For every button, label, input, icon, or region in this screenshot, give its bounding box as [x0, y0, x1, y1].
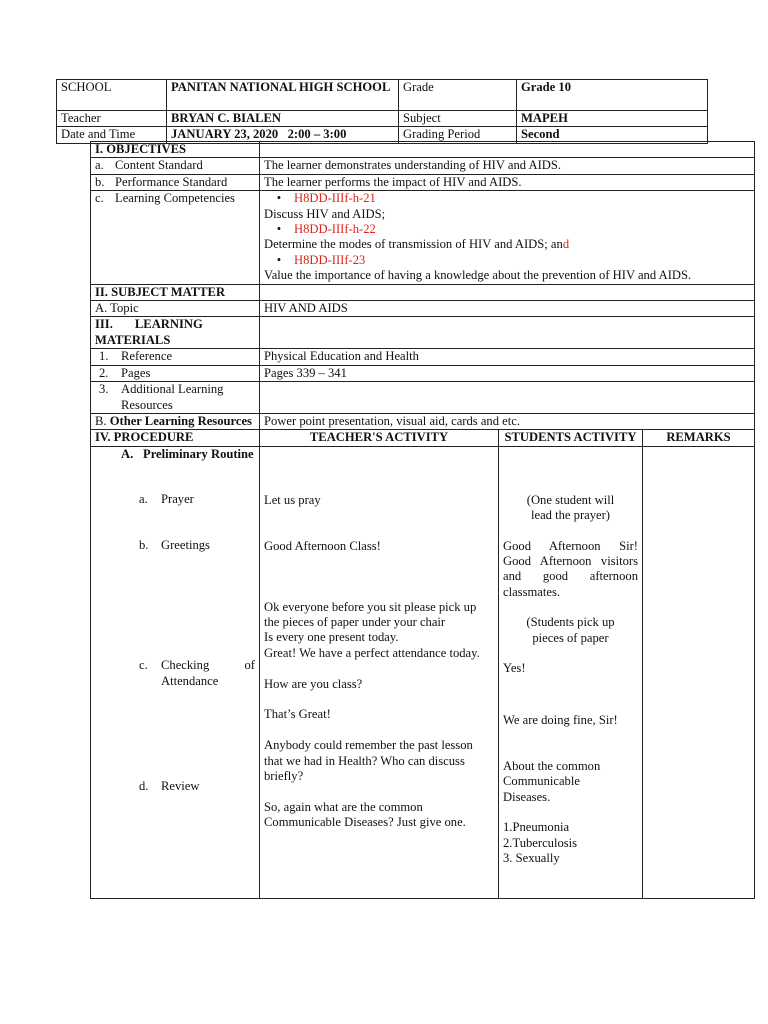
students-activity-column	[499, 446, 643, 898]
pages-cell	[91, 365, 260, 381]
review-teacher: Anybody could remember the past lesson that we had in Health? Who can discuss briefly?	[264, 738, 473, 783]
additional-resources-label: Additional Learning Resources	[121, 382, 224, 412]
attendance-letter: c.	[139, 658, 148, 673]
grading-period-value: Second	[517, 127, 708, 143]
objectives-heading: I. OBJECTIVES	[91, 142, 260, 158]
teacher-activity-header: TEACHER'S ACTIVITY	[260, 430, 499, 446]
competencies-cell	[91, 191, 260, 284]
prayer-student: (One student will lead the prayer)	[526, 492, 615, 523]
lesson-plan-table	[90, 141, 755, 899]
subject-label: Subject	[399, 111, 517, 127]
how-are-you-teacher: How are you class?	[264, 676, 363, 691]
competencies-label: Learning Competencies	[115, 191, 235, 206]
competency-code: H8DD-IIIf-h-22	[294, 222, 376, 237]
competency-text: Discuss HIV and AIDS;	[264, 206, 386, 221]
content-standard-label: Content Standard	[115, 158, 203, 173]
reference-label: Reference	[121, 349, 173, 364]
procedure-heading: IV. PROCEDURE	[91, 430, 260, 446]
bullet-icon: •	[276, 222, 282, 237]
lesson-header-table	[56, 79, 708, 144]
competency-code: H8DD-IIIf-h-21	[294, 191, 376, 206]
datetime-value: JANUARY 23, 2020 2:00 – 3:00	[167, 127, 399, 143]
subject-matter-heading: II. SUBJECT MATTER	[91, 284, 260, 300]
paper-student: (Students pick up pieces of paper	[526, 615, 615, 645]
greetings-title: Greetings	[161, 537, 210, 552]
pages-value: Pages 339 – 341	[260, 365, 755, 381]
thats-great-teacher: That’s Great!	[264, 707, 331, 722]
other-resources-label: Other Learning Resources	[109, 413, 252, 428]
attendance-student: Yes!	[503, 660, 526, 675]
grade-value: Grade 10	[517, 80, 708, 111]
other-resources-value: Power point presentation, visual aid, cards and etc.	[260, 413, 755, 429]
disease-item: 1.Pneumonia	[503, 820, 570, 835]
content-standard-cell	[91, 158, 260, 174]
competency-code: H8DD-IIIf-23	[294, 252, 366, 267]
topic-value: HIV AND AIDS	[260, 301, 755, 317]
bullet-icon: •	[276, 252, 282, 267]
additional-resources-cell	[91, 382, 260, 414]
reference-value: Physical Education and Health	[260, 349, 755, 365]
subject-value: MAPEH	[517, 111, 708, 127]
prayer-letter: a.	[139, 491, 148, 506]
performance-standard-letter: b.	[95, 174, 105, 189]
content-standard-text: The learner demonstrates understanding of HIV and AIDS.	[260, 158, 755, 174]
preliminary-letter: A.	[121, 446, 134, 461]
attendance-teacher-2: Great! We have a perfect attendance today.	[264, 645, 480, 660]
additional-resources-value	[260, 382, 755, 414]
topic-label: A. Topic	[91, 301, 260, 317]
greetings-teacher: Good Afternoon Class!	[264, 539, 381, 554]
grading-period-label: Grading Period	[399, 127, 517, 143]
other-resources-prefix: B.	[95, 413, 110, 428]
competency-text: Value the importance of having a knowledge about the prevention of HIV and AIDS.	[264, 268, 692, 283]
paper-teacher: Ok everyone before you sit please pick up the pieces of paper under your chair	[264, 599, 477, 629]
reference-number: 1.	[99, 349, 109, 364]
content-standard-letter: a.	[95, 158, 104, 173]
disease-item: 3. Sexually	[503, 851, 560, 866]
other-resources-cell	[91, 413, 260, 429]
teacher-label: Teacher	[57, 111, 167, 127]
performance-standard-label: Performance Standard	[115, 174, 228, 189]
objectives-empty	[260, 142, 755, 158]
teacher-value: BRYAN C. BIALEN	[167, 111, 399, 127]
datetime-label: Date and Time	[57, 127, 167, 143]
learning-materials-empty	[260, 317, 755, 349]
grade-label: Grade	[399, 80, 517, 111]
school-label: SCHOOL	[57, 80, 167, 111]
competency-text	[264, 237, 750, 252]
attendance-teacher: Is every one present today.	[264, 630, 399, 645]
remarks-column	[643, 446, 755, 898]
school-value: PANITAN NATIONAL HIGH SCHOOL	[167, 80, 399, 111]
performance-standard-cell	[91, 174, 260, 190]
reference-cell	[91, 349, 260, 365]
how-are-you-student: We are doing fine, Sir!	[503, 713, 618, 728]
subject-matter-empty	[260, 284, 755, 300]
prayer-title: Prayer	[161, 491, 194, 506]
bullet-icon: •	[276, 191, 282, 206]
remarks-header: REMARKS	[643, 430, 755, 446]
performance-standard-text: The learner performs the impact of HIV and AIDS.	[260, 174, 755, 190]
disease-item: 2.Tuberculosis	[503, 835, 578, 850]
attendance-title: Checking of Attendance	[161, 658, 255, 688]
pages-number: 2.	[99, 365, 109, 380]
learning-materials-heading: III. LEARNING MATERIALS	[91, 317, 260, 349]
greetings-letter: b.	[139, 537, 149, 552]
review-letter: d.	[139, 779, 149, 794]
teacher-activity-column	[260, 446, 499, 898]
review-teacher-2: So, again what are the common Communicable Diseases? Just give one.	[264, 799, 466, 830]
students-activity-header: STUDENTS ACTIVITY	[499, 430, 643, 446]
procedure-steps	[91, 446, 260, 898]
prayer-teacher: Let us pray	[264, 492, 321, 507]
review-title: Review	[161, 779, 200, 794]
competency-text-end: d	[562, 237, 570, 252]
competency-text-main: Determine the modes of transmission of HIV and AIDS; an	[264, 237, 563, 252]
additional-resources-number: 3.	[99, 382, 109, 397]
pages-label: Pages	[121, 365, 151, 380]
competencies-letter: c.	[95, 191, 104, 206]
competencies-list	[260, 191, 755, 284]
review-student: About the common Communicable Diseases.	[503, 758, 601, 804]
greetings-student: Good Afternoon Sir! Good Afternoon visitors and good afternoon classmates.	[503, 538, 638, 599]
preliminary-routine-title: Preliminary Routine	[143, 446, 254, 461]
